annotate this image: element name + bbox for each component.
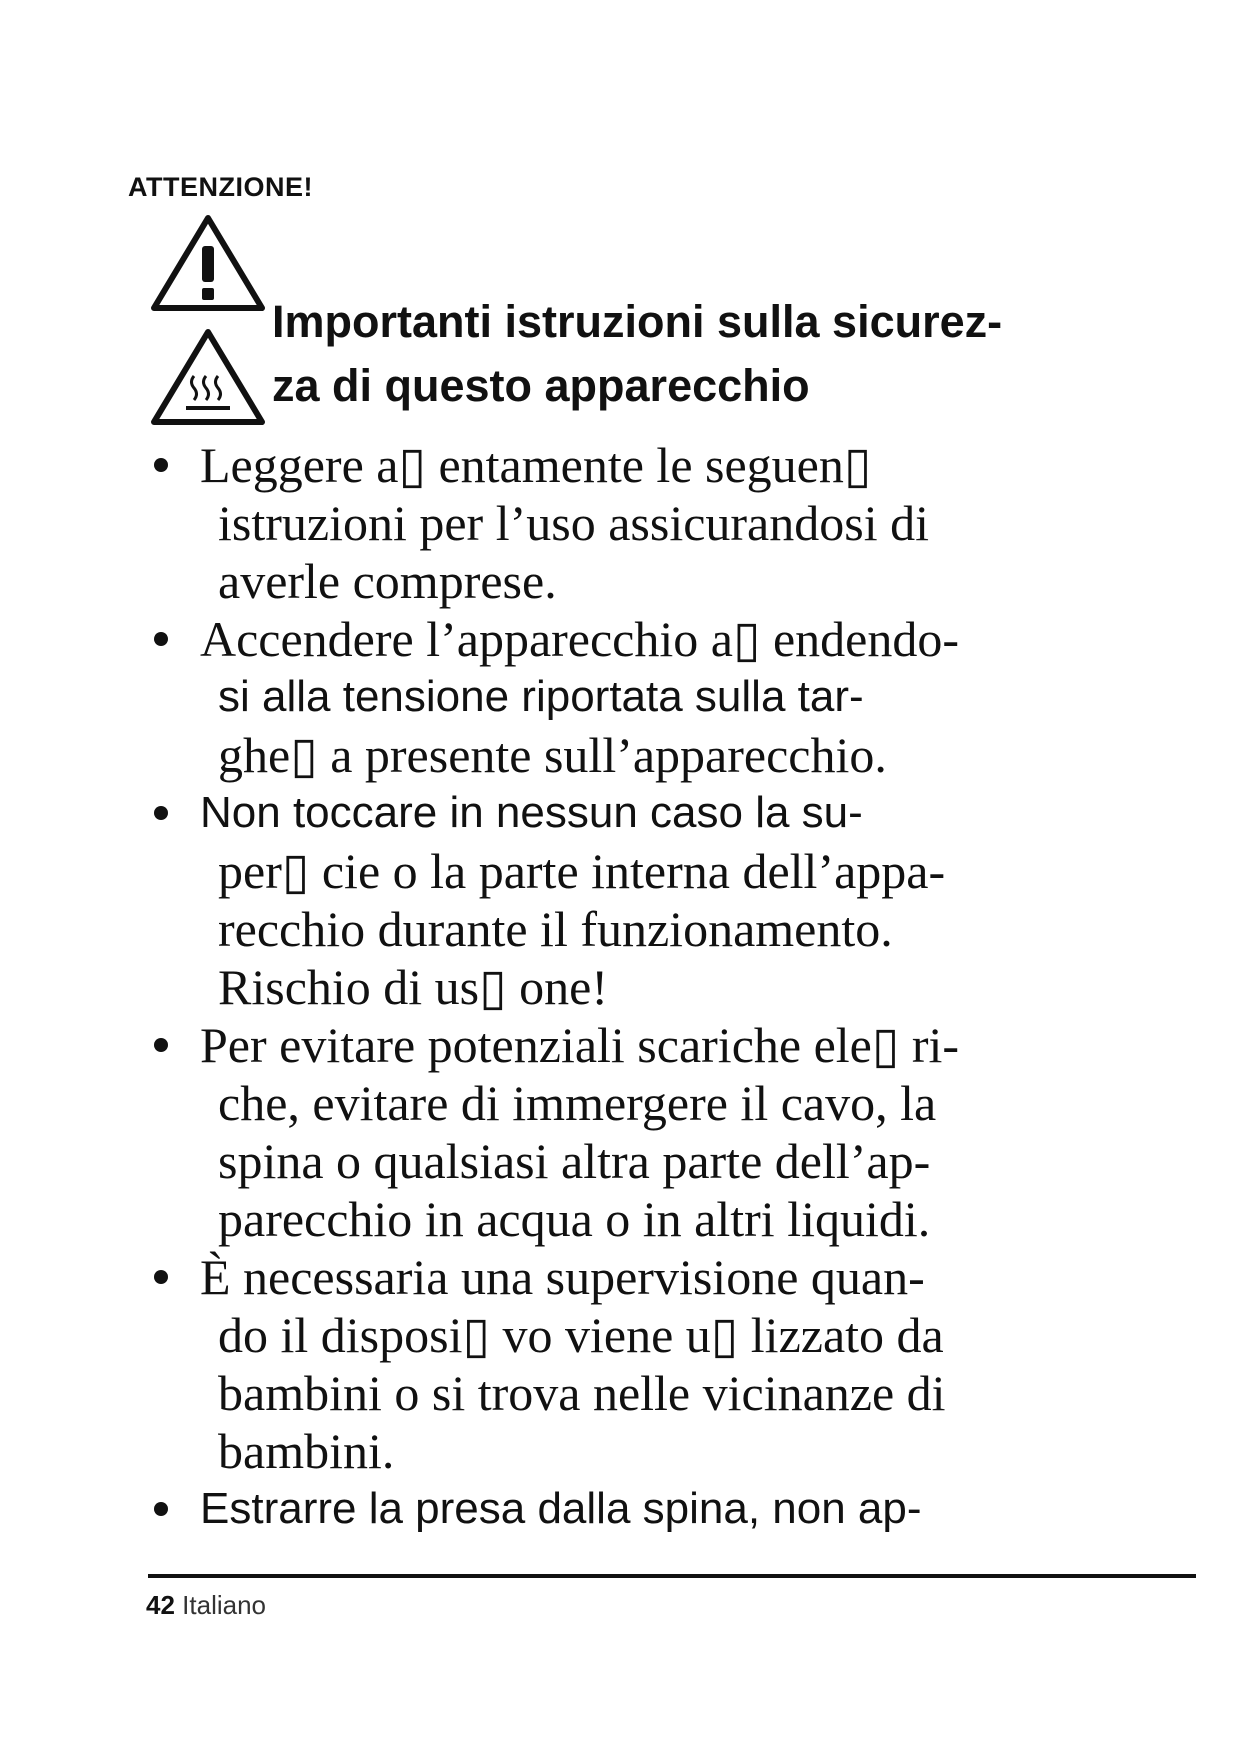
instruction-line: istruzioni per l’uso assicurandosi di [218,495,929,551]
warning-triangle-exclamation-icon [148,212,268,316]
instruction-line: si alla tensione riportata sulla tar- [218,672,864,721]
page-footer [146,1590,266,1621]
section-title [272,290,1072,418]
instruction-line: Non toccare in nessun caso la su- [200,788,863,837]
instruction-line: È necessaria una supervisione quan- [200,1249,925,1305]
section-title-line1: Importanti istruzioni sulla sicurez- [272,296,1003,347]
instruction-line: bambini. [218,1423,395,1479]
instruction-line: Per evitare potenziali scariche ele▯ ri- [200,1017,960,1073]
instruction-line: che, evitare di immergere il cavo, la [218,1075,937,1131]
safety-instruction-item [144,1480,1084,1538]
instruction-line: Accendere l’apparecchio a▯ endendo- [200,611,960,667]
instruction-line: Leggere a▯ entamente le seguen▯ [200,437,872,493]
safety-instruction-item [144,610,1084,784]
instruction-line: bambini o si trova nelle vicinanze di [218,1365,946,1421]
warning-label: ATTENZIONE! [128,172,313,202]
safety-instruction-item [144,1016,1084,1248]
bullet-icon [154,1038,168,1052]
section-title-line2: za di questo apparecchio [272,360,810,411]
safety-instruction-item [144,784,1084,1016]
safety-instruction-item [144,436,1084,610]
footer-language: Italiano [182,1590,266,1620]
footer-divider [148,1574,1196,1578]
instruction-line: ghe▯ a presente sull’apparecchio. [218,727,887,783]
bullet-icon [154,632,168,646]
instruction-line: Rischio di us▯ one! [218,959,608,1015]
instruction-line: Estrarre la presa dalla spina, non ap- [200,1484,922,1533]
hot-surface-warning-icon [148,326,268,430]
instruction-line: spina o qualsiasi altra parte dell’ap- [218,1133,931,1189]
instruction-line: parecchio in acqua o in altri liquidi. [218,1191,931,1247]
instruction-line: per▯ cie o la parte interna dell’appa- [218,843,946,899]
instruction-line: do il disposi▯ vo viene u▯ lizzato da [218,1307,944,1363]
instruction-line: averle comprese. [218,553,557,609]
bullet-icon [154,1502,168,1516]
safety-instruction-item [144,1248,1084,1480]
bullet-icon [154,806,168,820]
bullet-icon [154,458,168,472]
bullet-icon [154,1270,168,1284]
page-number: 42 [146,1590,175,1620]
instruction-line: recchio durante il funzionamento. [218,901,893,957]
safety-instruction-list [144,436,1084,1538]
